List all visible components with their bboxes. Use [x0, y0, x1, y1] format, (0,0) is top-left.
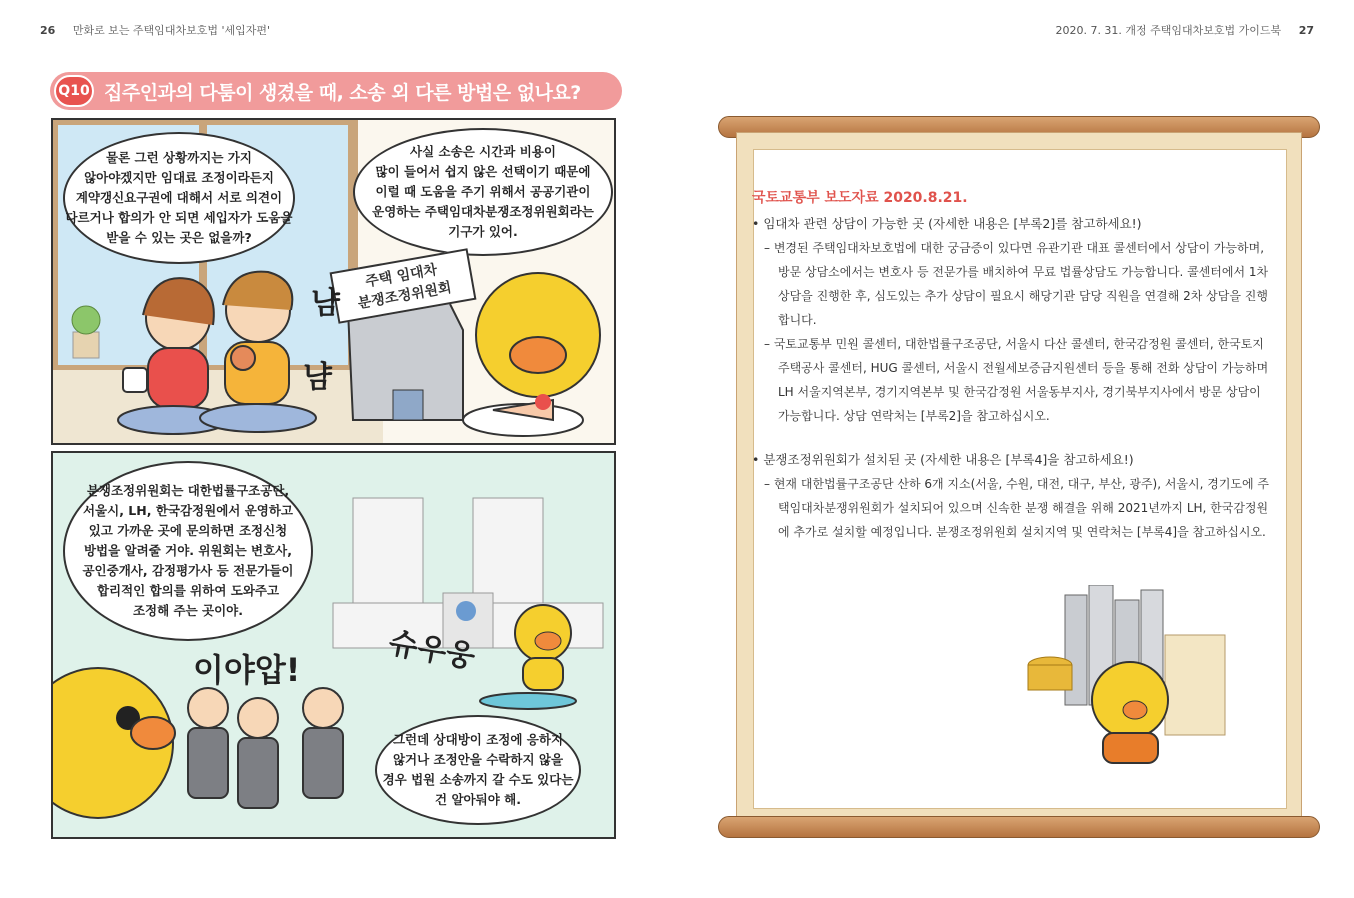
section-2-bullet: • 분쟁조정위원회가 설치된 곳 (자세한 내용은 [부록4]을 참고하세요!): [752, 452, 1134, 467]
speech-bubble-3: [63, 461, 313, 641]
sound-effect-iyaap: 이야압!: [193, 651, 301, 689]
question-banner: [50, 72, 622, 110]
speech-bubble-4-text: 그런데 상대방이 조정에 응하지 않거나 조정안을 수락하지 않을 경우 법원 소송까지 갈 수도 있다는 건 알아둬야 해.: [382, 732, 574, 807]
mascot-illustration: [1025, 585, 1235, 785]
speech-bubble-2: [353, 128, 613, 256]
question-title: 집주인과의 다툼이 생겼을 때, 소송 외 다른 방법은 없나요?: [104, 81, 581, 104]
speech-bubble-1-text: 물론 그런 상황까지는 가지 않아야겠지만 임대료 조정이라든지 계약갱신요구권에 대해서 서로 의견이 다르거나 합의가 안 되면 세입자가 도움을 받을 수 있는 곳은 없을까?: [65, 150, 293, 245]
left-page-number: 26: [40, 24, 56, 37]
right-page-number: 27: [1298, 24, 1314, 37]
right-header-title: 2020. 7. 31. 개정 주택임대차보호법 가이드북: [1055, 24, 1282, 37]
scroll-rod-bottom: [718, 816, 1320, 838]
sound-effect-swoosh: 슈우웅: [386, 625, 478, 676]
sound-effect-nyam-2: 냠: [303, 360, 332, 395]
notice-content: [752, 186, 1272, 544]
section-1-item-2: – 국토교통부 민원 콜센터, 대한법률구조공단, 서울시 다산 콜센터, 한국감정원 콜센터, 한국토지주택공사 콜센터, HUG 콜센터, 서울시 전월세보증금지원센터 등을 통해 전화 상담이 가능하며 LH 서울지역본부, 경기지역본부 및 한국감정원 서울동부지사, 경기북부지사에서 방문 상담이 가능합니다. 상담 연락처는 [부록2]을 참고하십시오.: [764, 337, 1269, 423]
comic-panel-1: [51, 118, 616, 445]
sound-effect-nyam-1: 냠: [311, 286, 340, 321]
comic-panel-2: [51, 451, 616, 839]
section-1-item-1: – 변경된 주택임대차보호법에 대한 궁금증이 있다면 유관기관 대표 콜센터에서 상담이 가능하며, 방문 상담소에서는 변호사 등 전문가를 배치하여 무료 법률상담도 가능합니다. 콜센터에서 1차 상담을 진행한 후, 심도있는 추가 상담이 필요시 해당기관 담당 직원을 연결해 2차 상담을 진행합니다.: [764, 241, 1269, 327]
section-2-item-1: – 현재 대한법률구조공단 산하 6개 지소(서울, 수원, 대전, 대구, 부산, 광주), 서울시, 경기도에 주택임대차분쟁위원회가 설치되어 있으며 신속한 분쟁 해결을 위해 2021년까지 LH, 한국감정원에 추가로 설치할 예정입니다. 분쟁조정위원회 설치지역 및 연락처는 [부록4]을 참고하십시오.: [764, 477, 1270, 539]
right-page-header: [1055, 22, 1328, 38]
speech-bubble-4: [375, 715, 581, 825]
speech-bubble-3-text: 분쟁조정위원회는 대한법률구조공단, 서울시, LH, 한국감정원에서 운영하고 있고 가까운 곳에 문의하면 조정신청 방법을 알려줄 거야. 위원회는 변호사, 공인중개사, 감정평가사 등 전문가들이 합리적인 합의를 위하여 도와주고 조정해 주는 곳이야.: [82, 483, 294, 618]
section-1-bullet: • 임대차 관련 상담이 가능한 곳 (자세한 내용은 [부록2]를 참고하세요!): [752, 216, 1142, 231]
left-page-header: [26, 22, 270, 38]
speech-bubble-2-text: 사실 소송은 시간과 비용이 많이 들어서 쉽지 않은 선택이기 때문에 이럴 때 도움을 주기 위해서 공공기관이 운영하는 주택임대차분쟁조정위원회라는 기구가 있어.: [372, 144, 594, 239]
building-sign: 주택 임대차 분쟁조정위원회: [330, 248, 477, 324]
notice-title: 국토교통부 보도자료 2020.8.21.: [752, 190, 968, 206]
left-header-title: 만화로 보는 주택임대차보호법 '세입자편': [72, 24, 270, 37]
speech-bubble-1: [63, 132, 295, 264]
question-badge: Q10: [54, 75, 94, 107]
